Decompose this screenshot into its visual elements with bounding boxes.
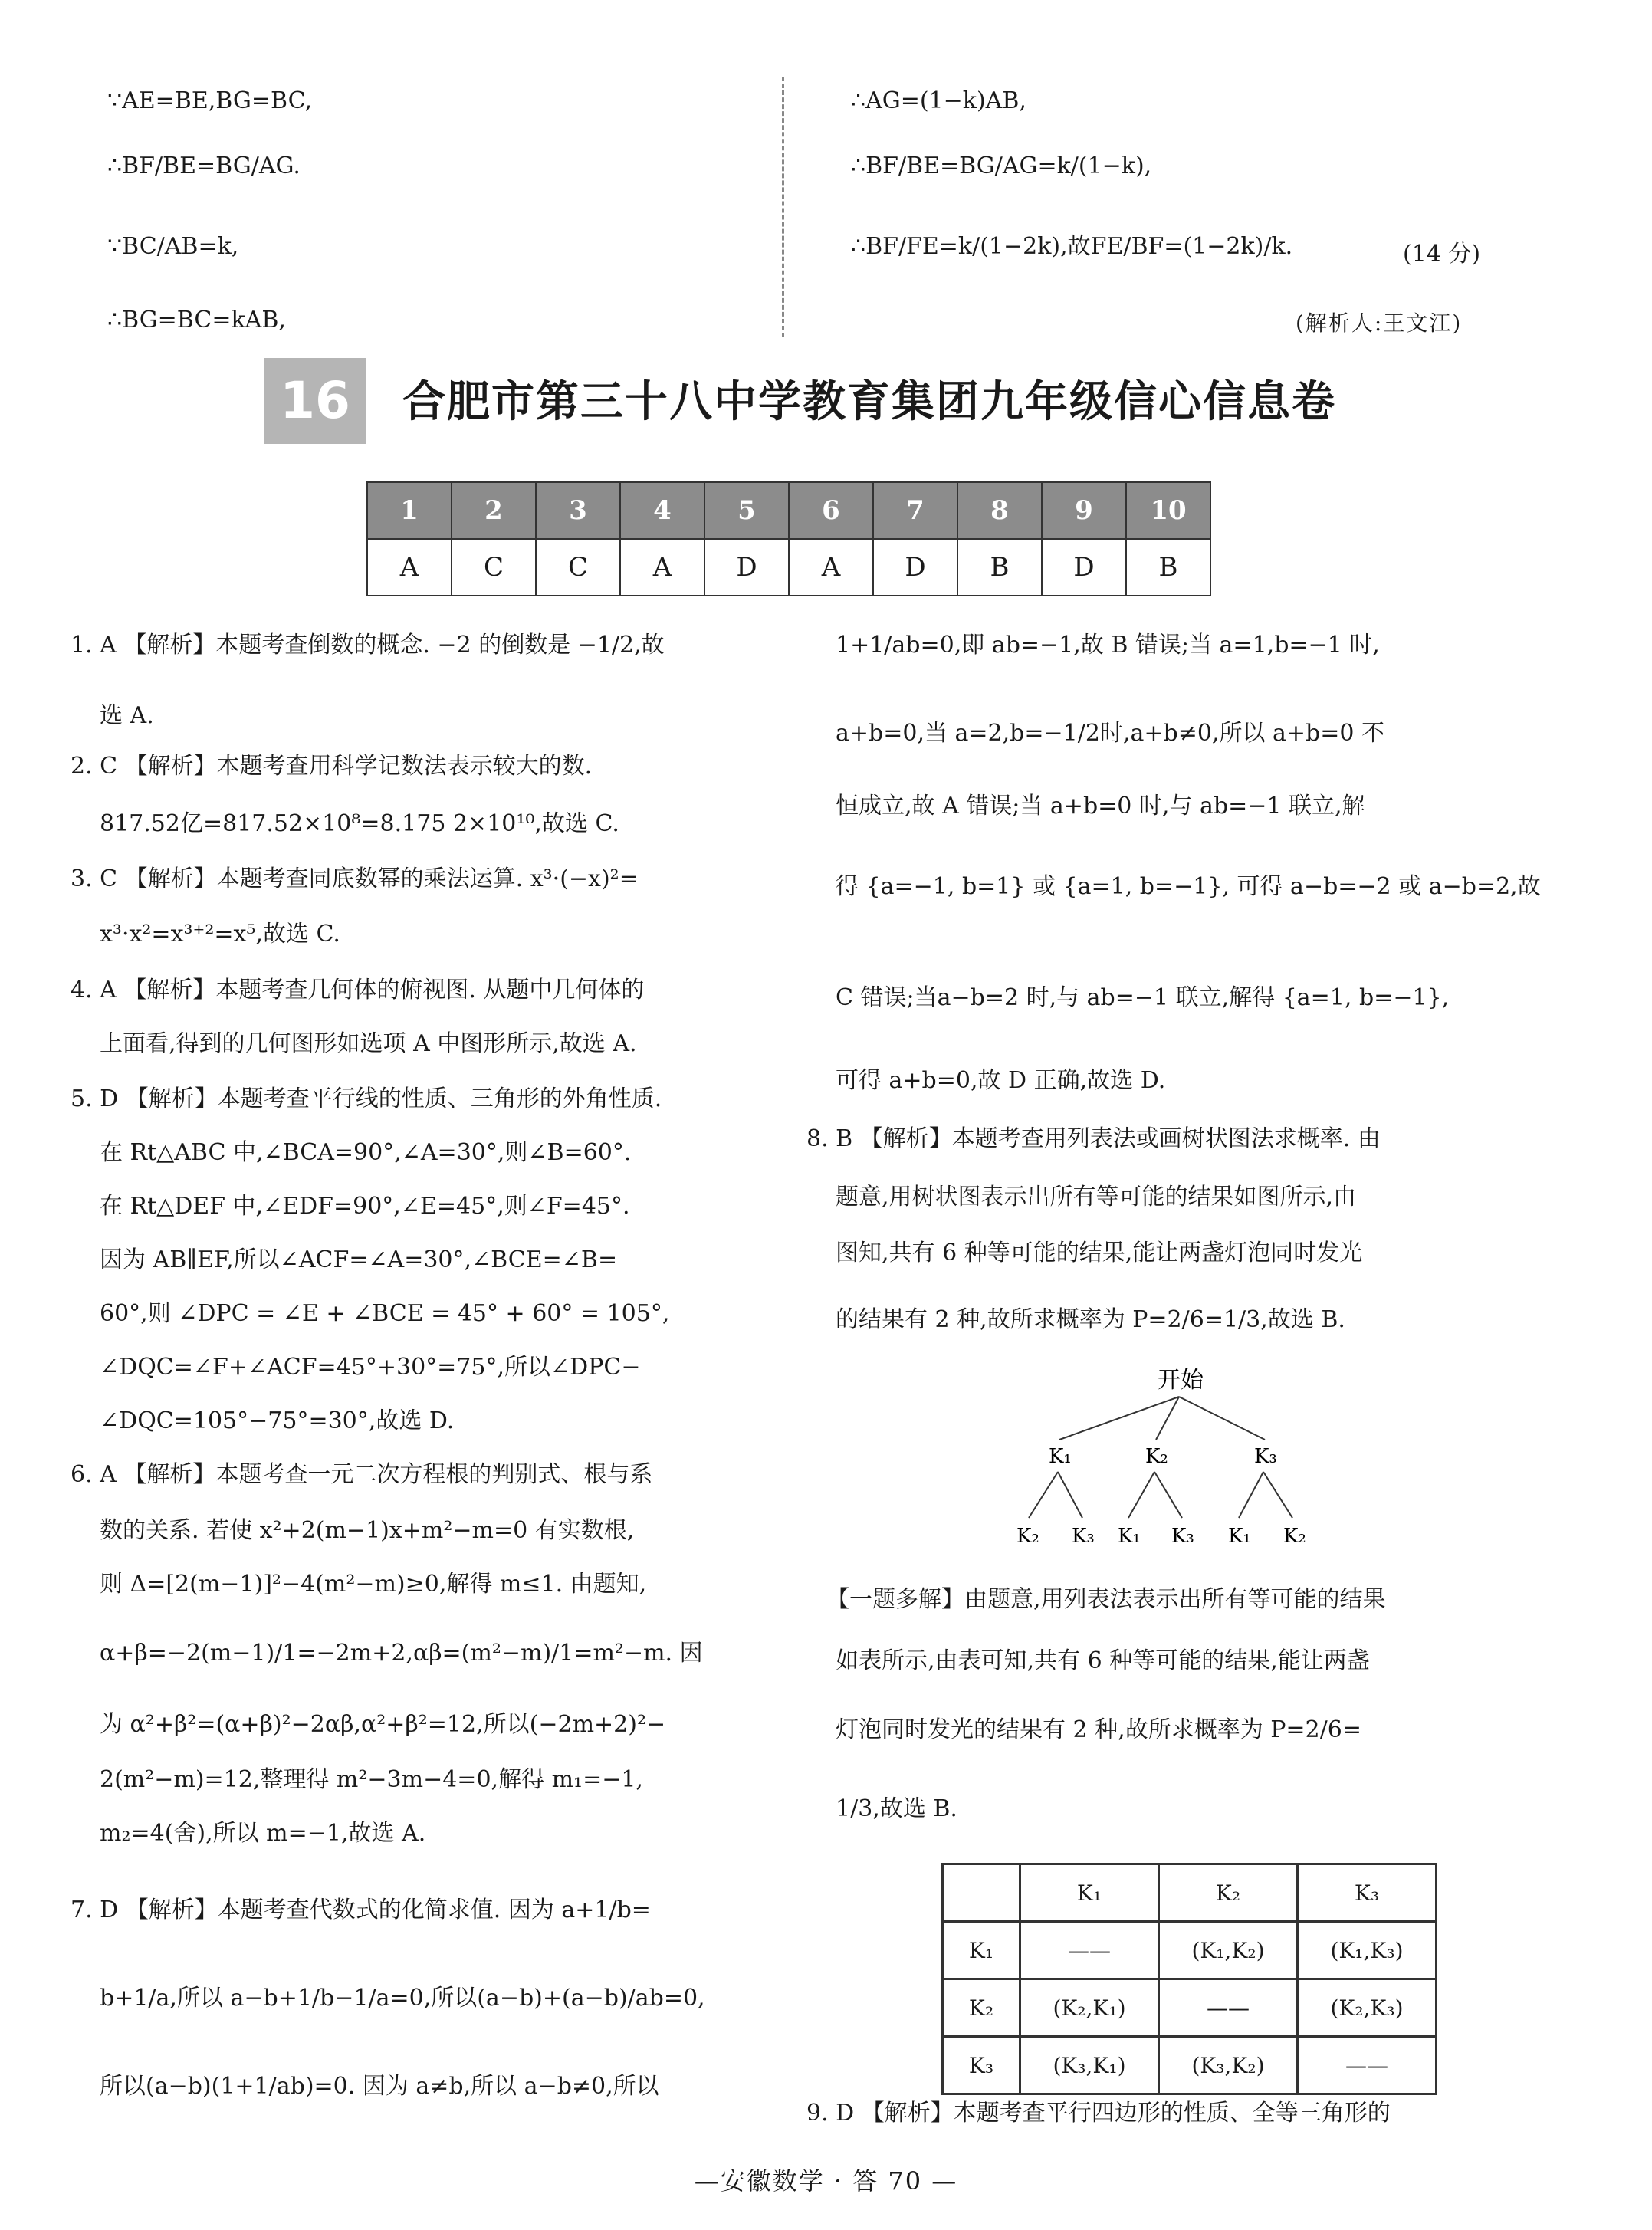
- tree-edge: [1058, 1472, 1082, 1518]
- answer-letter: B: [957, 539, 1042, 596]
- probability-tree-diagram: [981, 1365, 1380, 1556]
- tree-edge: [1029, 1472, 1058, 1518]
- q9-line-1: 9. D 【解析】本题考查平行四边形的性质、全等三角形的: [806, 2100, 1391, 2127]
- tree-edge: [1059, 1397, 1179, 1440]
- alt-line-3: 灯泡同时发光的结果有 2 种,故所求概率为 P=2/6=: [836, 1716, 1361, 1743]
- question-number: 4: [620, 482, 704, 539]
- outcome-cell: ——: [1298, 2037, 1437, 2094]
- answer-key-table: [366, 481, 1211, 596]
- outcome-row: [943, 1922, 1437, 1979]
- outcome-cell: ——: [1020, 1922, 1159, 1979]
- tree-node-l1: K₂: [1145, 1445, 1168, 1468]
- q6-line-4: α+β=−2(m−1)/1=−2m+2,αβ=(m²−m)/1=m²−m. 因: [100, 1640, 703, 1667]
- q7-line-2: b+1/a,所以 a−b+1/b−1/a=0,所以(a−b)+(a−b)/ab=0,: [100, 1985, 705, 2012]
- q3-line-2: x³·x²=x³⁺²=x⁵,故选 C.: [100, 921, 340, 948]
- q5-line-1: 5. D 【解析】本题考查平行线的性质、三角形的外角性质.: [71, 1085, 662, 1112]
- answer-letter: C: [536, 539, 620, 596]
- answer-letter: B: [1126, 539, 1210, 596]
- q6-line-6: 2(m²−m)=12,整理得 m²−3m−4=0,解得 m₁=−1,: [100, 1766, 643, 1793]
- question-number: 9: [1042, 482, 1126, 539]
- outcome-table: [941, 1863, 1437, 2095]
- q2-line-1: 2. C 【解析】本题考查用科学记数法表示较大的数.: [71, 753, 593, 780]
- tree-edge: [1179, 1397, 1265, 1440]
- q7-line-3: 所以(a−b)(1+1/ab)=0. 因为 a≠b,所以 a−b≠0,所以: [100, 2073, 659, 2100]
- q5-line-4: 因为 AB∥EF,所以∠ACF=∠A=30°,∠BCE=∠B=: [100, 1246, 618, 1273]
- tree-node-l2: K₁: [1228, 1525, 1251, 1548]
- q1-line-1: 1. A 【解析】本题考查倒数的概念. −2 的倒数是 −1/2,故: [71, 632, 665, 658]
- outcome-header-cell: K₁: [1020, 1864, 1159, 1922]
- tree-node-l1: K₃: [1254, 1445, 1277, 1468]
- outcome-cell: (K₂,K₃): [1298, 1979, 1437, 2037]
- q7-cont-line-2: a+b=0,当 a=2,b=−1/2时,a+b≠0,所以 a+b=0 不: [836, 720, 1384, 747]
- q7-cont-line-5: C 错误;当a−b=2 时,与 ab=−1 联立,解得 {a=1, b=−1},: [836, 984, 1450, 1011]
- tree-root: 开始: [1158, 1367, 1204, 1394]
- answer-letter: D: [873, 539, 957, 596]
- question-number: 3: [536, 482, 620, 539]
- alt-line-4: 1/3,故选 B.: [836, 1795, 957, 1822]
- outcome-header-row: [943, 1864, 1437, 1922]
- outcome-header-cell: K₃: [1298, 1864, 1437, 1922]
- top-right-line-3: ∴BF/FE=k/(1−2k),故FE/BF=(1−2k)/k.: [851, 233, 1293, 260]
- section-title: 合肥市第三十八中学教育集团九年级信心信息卷: [402, 377, 1336, 427]
- outcome-cell: (K₁,K₃): [1298, 1922, 1437, 1979]
- q6-line-5: 为 α²+β²=(α+β)²−2αβ,α²+β²=12,所以(−2m+2)²−: [100, 1711, 666, 1738]
- q5-line-6: ∠DQC=∠F+∠ACF=45°+30°=75°,所以∠DPC−: [100, 1354, 641, 1381]
- answer-letter: D: [704, 539, 789, 596]
- outcome-cell: (K₃,K₁): [1020, 2037, 1159, 2094]
- answer-letter: D: [1042, 539, 1126, 596]
- column-divider: [782, 77, 784, 337]
- q8-line-2: 题意,用树状图表示出所有等可能的结果如图所示,由: [836, 1184, 1357, 1210]
- tree-node-l2: K₂: [1283, 1525, 1306, 1548]
- top-right-line-2: ∴BF/BE=BG/AG=k/(1−k),: [851, 153, 1152, 179]
- q5-line-7: ∠DQC=105°−75°=30°,故选 D.: [100, 1407, 455, 1434]
- q8-line-1: 8. B 【解析】本题考查用列表法或画树状图法求概率. 由: [806, 1125, 1381, 1152]
- q6-line-1: 6. A 【解析】本题考查一元二次方程根的判别式、根与系: [71, 1461, 653, 1488]
- q5-line-2: 在 Rt△ABC 中,∠BCA=90°,∠A=30°,则∠B=60°.: [100, 1139, 632, 1166]
- page-footer: —安徽数学 · 答 70 —: [694, 2166, 958, 2196]
- section-number-badge: 16: [264, 358, 366, 444]
- question-number: 1: [367, 482, 452, 539]
- top-left-line-4: ∴BG=BC=kAB,: [107, 307, 286, 333]
- question-number: 6: [789, 482, 873, 539]
- q7-cont-line-3: 恒成立,故 A 错误;当 a+b=0 时,与 ab=−1 联立,解: [836, 793, 1365, 819]
- outcome-header-cell: K₂: [1159, 1864, 1298, 1922]
- outcome-row-label: K₁: [943, 1922, 1020, 1979]
- outcome-header-cell: [943, 1864, 1020, 1922]
- q4-line-1: 4. A 【解析】本题考查几何体的俯视图. 从题中几何体的: [71, 977, 645, 1003]
- q1-line-2: 选 A.: [100, 702, 154, 729]
- q7-cont-line-6: 可得 a+b=0,故 D 正确,故选 D.: [836, 1067, 1166, 1094]
- q2-line-2: 817.52亿=817.52×10⁸=8.175 2×10¹⁰,故选 C.: [100, 810, 619, 837]
- tree-node-l2: K₃: [1072, 1525, 1095, 1548]
- q3-line-1: 3. C 【解析】本题考查同底数幂的乘法运算. x³·(−x)²=: [71, 865, 639, 892]
- answer-letter: A: [789, 539, 873, 596]
- tree-edge: [1239, 1472, 1263, 1518]
- tree-edge: [1263, 1472, 1292, 1518]
- outcome-cell: (K₁,K₂): [1159, 1922, 1298, 1979]
- tree-node-l2: K₃: [1171, 1525, 1194, 1548]
- outcome-row-label: K₂: [943, 1979, 1020, 2037]
- q6-line-7: m₂=4(舍),所以 m=−1,故选 A.: [100, 1820, 426, 1847]
- alt-line-2: 如表所示,由表可知,共有 6 种等可能的结果,能让两盏: [836, 1647, 1370, 1674]
- tree-node-l2: K₂: [1016, 1525, 1039, 1548]
- outcome-row: [943, 2037, 1437, 2094]
- q7-cont-line-4: 得 {a=−1, b=1} 或 {a=1, b=−1}, 可得 a−b=−2 或 a−b=2,故: [836, 873, 1541, 900]
- outcome-cell: ——: [1159, 1979, 1298, 2037]
- score-label: (14 分): [1403, 241, 1481, 268]
- answer-letter: A: [367, 539, 452, 596]
- q6-line-2: 数的关系. 若使 x²+2(m−1)x+m²−m=0 有实数根,: [100, 1517, 635, 1544]
- top-left-line-2: ∴BF/BE=BG/AG.: [107, 153, 301, 179]
- question-number: 10: [1126, 482, 1210, 539]
- outcome-cell: (K₂,K₁): [1020, 1979, 1159, 2037]
- q8-line-4: 的结果有 2 种,故所求概率为 P=2/6=1/3,故选 B.: [836, 1306, 1345, 1333]
- top-left-line-3: ∵BC/AB=k,: [107, 233, 239, 260]
- tree-edge: [1128, 1472, 1154, 1518]
- answer-letter: A: [620, 539, 704, 596]
- outcome-row: [943, 1979, 1437, 2037]
- question-number: 7: [873, 482, 957, 539]
- q6-line-3: 则 Δ=[2(m−1)]²−4(m²−m)≥0,解得 m≤1. 由题知,: [100, 1571, 647, 1598]
- q7-line-1: 7. D 【解析】本题考查代数式的化简求值. 因为 a+1/b=: [71, 1897, 651, 1923]
- outcome-cell: (K₃,K₂): [1159, 2037, 1298, 2094]
- q5-line-5: 60°,则 ∠DPC = ∠E + ∠BCE = 45° + 60° = 105°,: [100, 1300, 670, 1327]
- question-number: 2: [452, 482, 536, 539]
- outcome-row-label: K₃: [943, 2037, 1020, 2094]
- q7-cont-line-1: 1+1/ab=0,即 ab=−1,故 B 错误;当 a=1,b=−1 时,: [836, 632, 1380, 658]
- credit-label: (解析人:王文江): [1296, 310, 1463, 336]
- alt-line-1: 【一题多解】由题意,用列表法表示出所有等可能的结果: [826, 1586, 1386, 1613]
- answer-key-row: [367, 539, 1210, 596]
- top-left-line-1: ∵AE=BE,BG=BC,: [107, 87, 312, 114]
- question-number: 8: [957, 482, 1042, 539]
- q5-line-3: 在 Rt△DEF 中,∠EDF=90°,∠E=45°,则∠F=45°.: [100, 1193, 630, 1220]
- tree-edge: [1154, 1472, 1182, 1518]
- top-right-line-1: ∴AG=(1−k)AB,: [851, 87, 1026, 114]
- tree-node-l1: K₁: [1049, 1445, 1072, 1468]
- q8-line-3: 图知,共有 6 种等可能的结果,能让两盏灯泡同时发光: [836, 1240, 1363, 1266]
- answer-key-header-row: [367, 482, 1210, 539]
- answer-letter: C: [452, 539, 536, 596]
- question-number: 5: [704, 482, 789, 539]
- tree-node-l2: K₁: [1118, 1525, 1141, 1548]
- q4-line-2: 上面看,得到的几何图形如选项 A 中图形所示,故选 A.: [100, 1030, 637, 1057]
